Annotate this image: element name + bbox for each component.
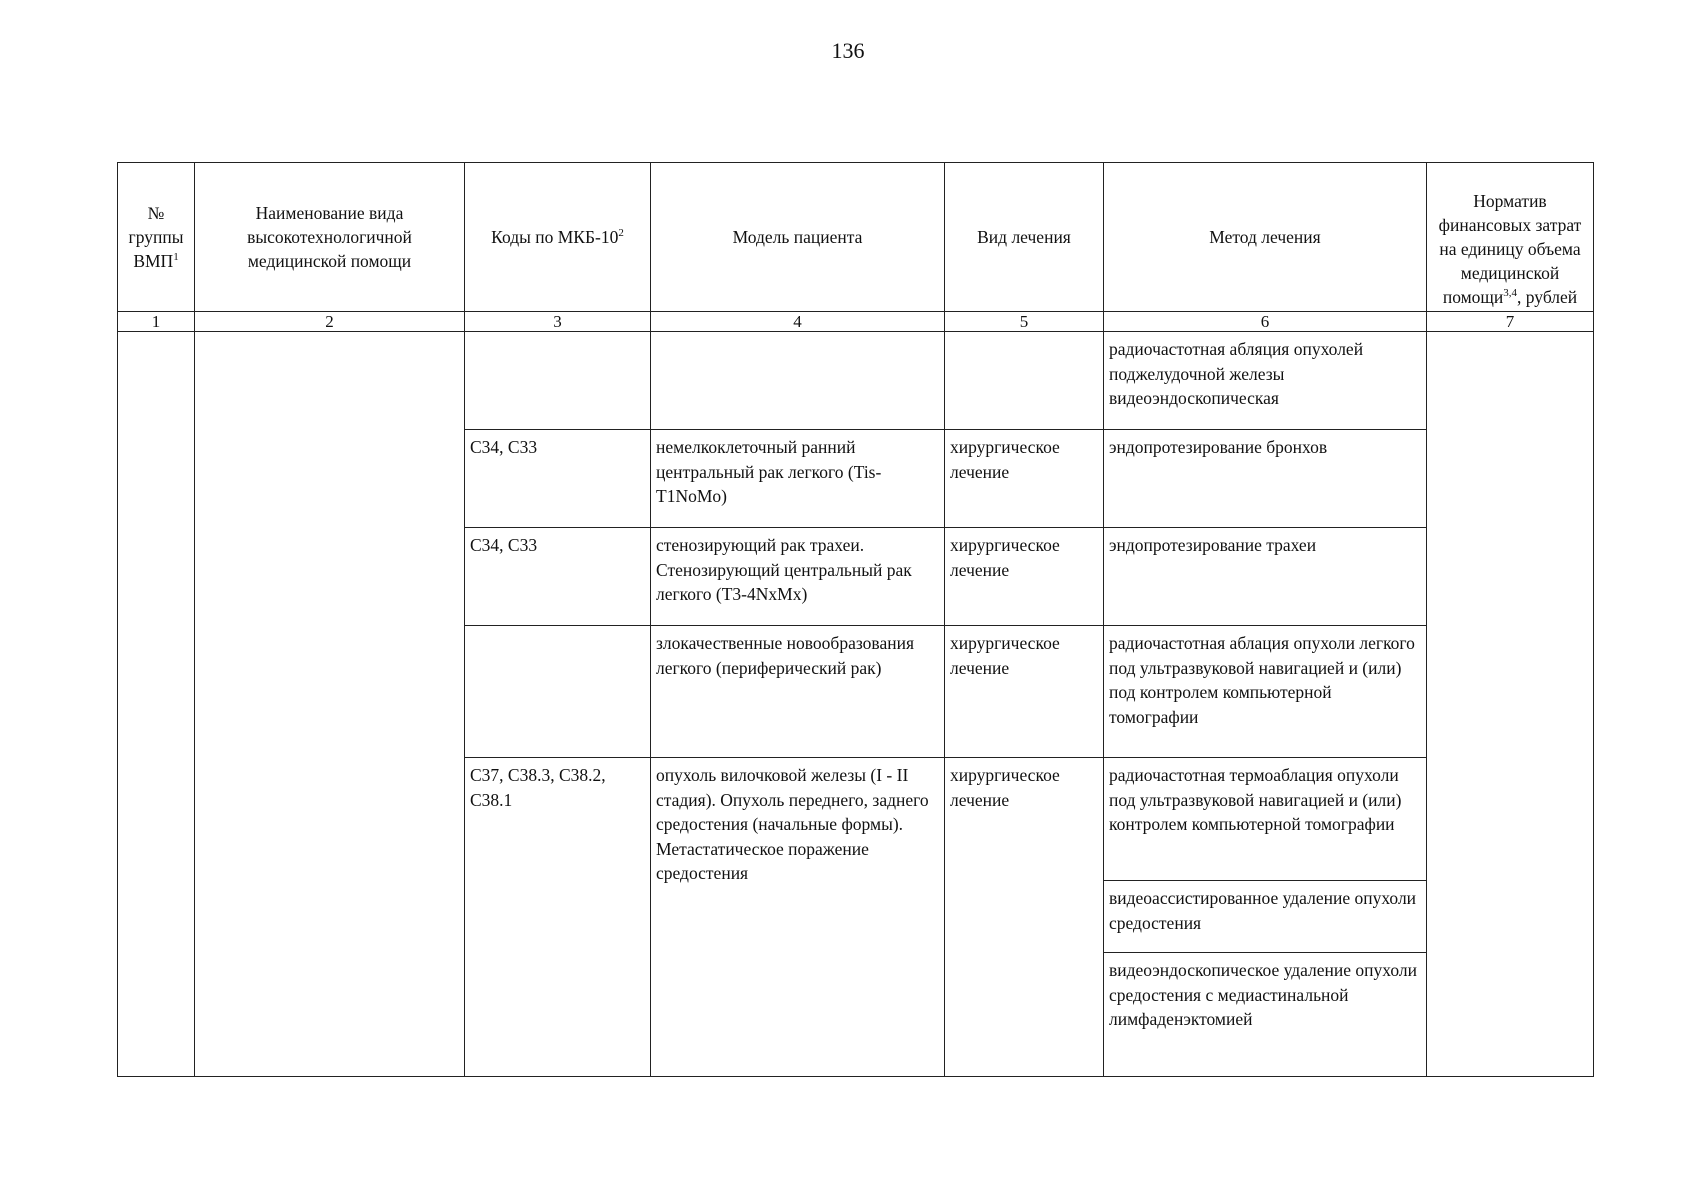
column-number: 6 <box>1104 312 1427 332</box>
header-icd-codes: Коды по МКБ-$10^2$ <box>465 163 651 312</box>
patient-model-cell: опухоль вилочковой железы (I - II стадия). Опухоль переднего, заднего средостения (начальные формы). Метастатическое поражение средостения <box>651 758 945 1077</box>
column-number: 5 <box>945 312 1104 332</box>
table-row <box>118 332 1594 430</box>
header-treatment-method: Метод лечения <box>1104 163 1427 312</box>
treatment-method-cell: эндопротезирование бронхов <box>1104 430 1427 528</box>
medical-care-table <box>117 162 1594 1077</box>
patient-model-cell: немелкоклеточный ранний центральный рак легкого (Tis-T1NoMo) <box>651 430 945 528</box>
column-number-row <box>118 312 1594 332</box>
header-row <box>118 163 1594 312</box>
patient-model-cell: злокачественные новообразования легкого (периферический рак) <box>651 626 945 758</box>
column-number: 7 <box>1427 312 1594 332</box>
header-group-number: № группы ВМП$^1$ <box>118 163 195 312</box>
treatment-type-cell: хирургическое лечение <box>945 430 1104 528</box>
cost-standard-cell <box>1427 332 1594 1077</box>
treatment-method-cell: радиочастотная аблация опухоли легкого под ультразвуковой навигацией и (или) под контролем компьютерной томографии <box>1104 626 1427 758</box>
patient-model-cell: стенозирующий рак трахеи. Стенозирующий центральный рак легкого (Т3-4NxMx) <box>651 528 945 626</box>
header-cost-standard: Норматив финансовых затрат на единицу объема медицинской помощи$^{3,4}$, рублей <box>1427 163 1594 312</box>
treatment-method-cell: видеоассистированное удаление опухоли средостения <box>1104 881 1427 953</box>
page-number: 136 <box>831 38 865 63</box>
icd-codes-cell: С37, С38.3, С38.2, С38.1 <box>465 758 651 1077</box>
patient-model-cell <box>651 332 945 430</box>
group-number-cell <box>118 332 195 1077</box>
header-patient-model: Модель пациента <box>651 163 945 312</box>
header-care-type-name: Наименование вида высокотехнологичной медицинской помощи <box>195 163 465 312</box>
column-number: 1 <box>118 312 195 332</box>
icd-codes-cell <box>465 626 651 758</box>
treatment-type-cell: хирургическое лечение <box>945 528 1104 626</box>
header-treatment-type: Вид лечения <box>945 163 1104 312</box>
treatment-type-cell <box>945 332 1104 430</box>
column-number: 2 <box>195 312 465 332</box>
column-number: 4 <box>651 312 945 332</box>
treatment-method-cell: радиочастотная абляция опухолей поджелудочной железы видеоэндоскопическая <box>1104 332 1427 430</box>
icd-codes-cell: С34, С33 <box>465 528 651 626</box>
icd-codes-cell: С34, С33 <box>465 430 651 528</box>
icd-codes-cell <box>465 332 651 430</box>
treatment-method-cell: радиочастотная термоаблация опухоли под ультразвуковой навигацией и (или) контролем компьютерной томографии <box>1104 758 1427 881</box>
treatment-type-cell: хирургическое лечение <box>945 758 1104 1077</box>
treatment-method-cell: видеоэндоскопическое удаление опухоли средостения с медиастинальной лимфаденэктомией <box>1104 953 1427 1077</box>
column-number: 3 <box>465 312 651 332</box>
treatment-type-cell: хирургическое лечение <box>945 626 1104 758</box>
care-type-name-cell <box>195 332 465 1077</box>
treatment-method-cell: эндопротезирование трахеи <box>1104 528 1427 626</box>
